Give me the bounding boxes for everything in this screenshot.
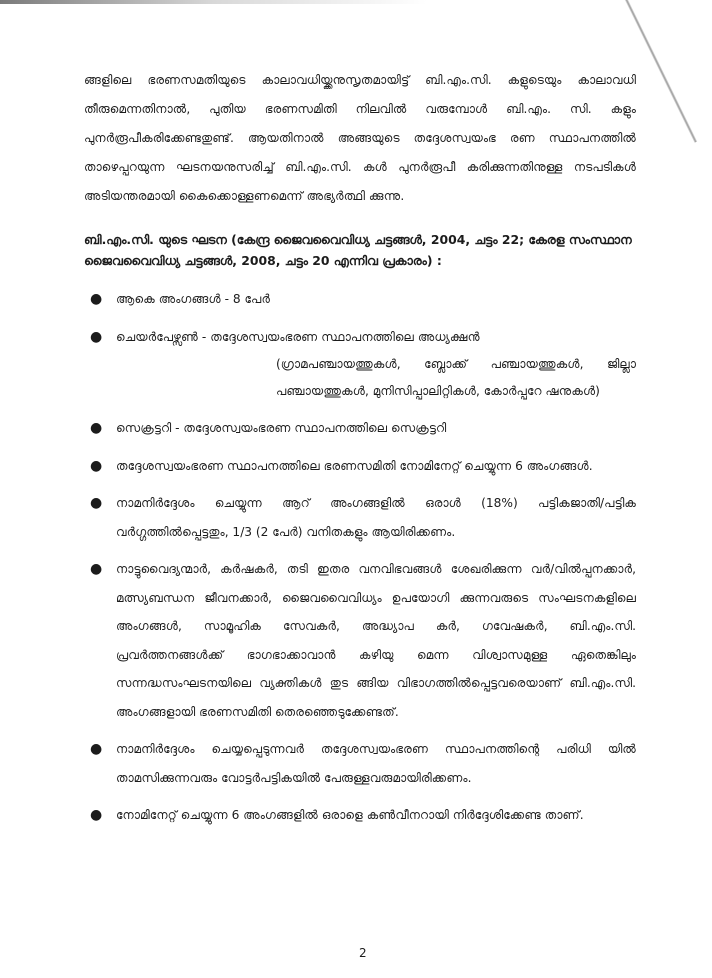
- list-item-text: നാമനിർദ്ദേശം ചെയ്യപ്പെടുന്നവർ തദ്ദേശസ്വയംഭരണ സ്ഥാപനത്തിന്റെ പരിധി യിൽ താമസിക്കുന്നവരും വോട്ടർപട്ടികയിൽ പേരുള്ളവരുമായിരിക്കണം.: [116, 742, 636, 785]
- list-item: [84, 555, 636, 726]
- list-item-text: ചെയർപേഴ്സൺ - തദ്ദേശസ്വയംഭരണ സ്ഥാപനത്തിലെ അധ്യക്ഷൻ: [116, 329, 480, 344]
- list-item-subtext: (ഗ്രാമപഞ്ചായത്തുകൾ, ബ്ലോക്ക് പഞ്ചായത്തുകൾ, ജില്ലാ പഞ്ചായത്തുകൾ, മുനിസിപ്പാലിറ്റികൾ, കോർപ്പറേ ഷനുകൾ): [276, 357, 636, 398]
- bullet-icon: ●: [90, 561, 103, 577]
- list-item: [84, 414, 636, 443]
- bullet-icon: ●: [90, 457, 103, 474]
- bullet-list: [84, 285, 636, 830]
- list-item: [84, 801, 636, 830]
- bullet-icon: ●: [90, 807, 103, 823]
- page-number: 2: [359, 946, 367, 960]
- list-item-text: ആകെ അംഗങ്ങൾ - 8 പേർ: [116, 292, 271, 306]
- bullet-icon: ●: [90, 328, 103, 345]
- list-item-text: നോമിനേറ്റ് ചെയ്യുന്ന 6 അംഗങ്ങളിൽ ഒരാളെ കൺവീനറായി നിർദ്ദേശിക്കേണ്ട താണ്.: [116, 808, 584, 822]
- list-item: [84, 323, 636, 406]
- scan-edge-shadow: [0, 0, 712, 4]
- list-item: [84, 489, 636, 546]
- intro-paragraph: ങ്ങളിലെ ഭരണസമതിയുടെ കാലാവധിയ്ക്കനുസൃതമായിട്ട് ബി.എം.സി. കളുടെയും കാലാവധി തീരുമെന്നതിനാൽ, പുതിയ ഭരണസമിതി നിലവിൽ വരുമ്പോൾ ബി.എം. സി. കളും പുനർരൂപീകരിക്കേണ്ടതുണ്ട്. ആയതിനാൽ അങ്ങയുടെ തദ്ദേശസ്വയംഭ രണ സ്ഥാപനത്തിൽ താഴെപ്പറയുന്ന ഘടനയനുസരിച്ച് ബി.എം.സി. കൾ പുനർരൂപീ കരിക്കുന്നതിനുള്ള നടപടികൾ അടിയന്തരമായി കൈക്കൊള്ളണമെന്ന് അഭ്യർത്ഥി ക്കുന്നു.: [84, 73, 636, 203]
- bullet-icon: ●: [90, 495, 103, 511]
- bullet-icon: ●: [90, 291, 103, 307]
- list-item: [84, 735, 636, 792]
- document-page: [84, 66, 636, 839]
- list-item-text: സെക്രട്ടറി - തദ്ദേശസ്വയംഭരണ സ്ഥാപനത്തിലെ സെക്രട്ടറി: [116, 421, 447, 435]
- bullet-icon: ●: [90, 741, 103, 757]
- section-heading: ബി.എം.സി. യുടെ ഘടന (കേന്ദ്ര ജൈവവൈവിധ്യ ചട്ടങ്ങൾ, 2004, ചട്ടം 22; കേരള സംസ്ഥാന ജൈവവൈവിധ്യ ചട്ടങ്ങൾ, 2008, ചട്ടം 20 എന്നിവ പ്രകാരം) :: [84, 232, 632, 268]
- list-item-text: നാമനിർദ്ദേശം ചെയ്യുന്ന ആറ് അംഗങ്ങളിൽ ഒരാൾ (18%) പട്ടികജാതി/പട്ടിക വർഗ്ഗത്തിൽപ്പെട്ടതും, 1/3 (2 പേർ) വനിതകളും ആയിരിക്കണം.: [116, 496, 636, 539]
- list-item: [84, 452, 636, 481]
- bullet-icon: ●: [90, 420, 103, 436]
- list-item-text: നാട്ടുവൈദ്യന്മാർ, കർഷകർ, തടി ഇതര വനവിഭവങ്ങൾ ശേഖരിക്കുന്ന വർ/വിൽപ്പനക്കാർ, മത്സ്യബന്ധന ജീവനക്കാർ, ജൈവവൈവിധ്യം ഉപയോഗി ക്കുന്നവരുടെ സംഘടനകളിലെ അംഗങ്ങൾ, സാമൂഹിക സേവകർ, അദ്ധ്യാപ കർ, ഗവേഷകർ, ബി.എം.സി. പ്രവർത്തനങ്ങൾക്ക് ഭാഗഭാക്കാവാൻ കഴിയു മെന്ന വിശ്വാസമുള്ള ഏതെങ്കിലും സന്നദ്ധസംഘടനയിലെ വ്യക്തികൾ തുട ങ്ങിയ വിഭാഗത്തിൽപ്പെട്ടവരെയാണ് ബി.എം.സി. അംഗങ്ങളായി ഭരണസമിതി തെരഞ്ഞെടുക്കേണ്ടത്.: [116, 562, 636, 719]
- list-item: [84, 285, 636, 314]
- list-item-text: തദ്ദേശസ്വയംഭരണ സ്ഥാപനത്തിലെ ഭരണസമിതി നോമിനേറ്റ് ചെയ്യുന്ന 6 അംഗങ്ങൾ.: [116, 458, 593, 473]
